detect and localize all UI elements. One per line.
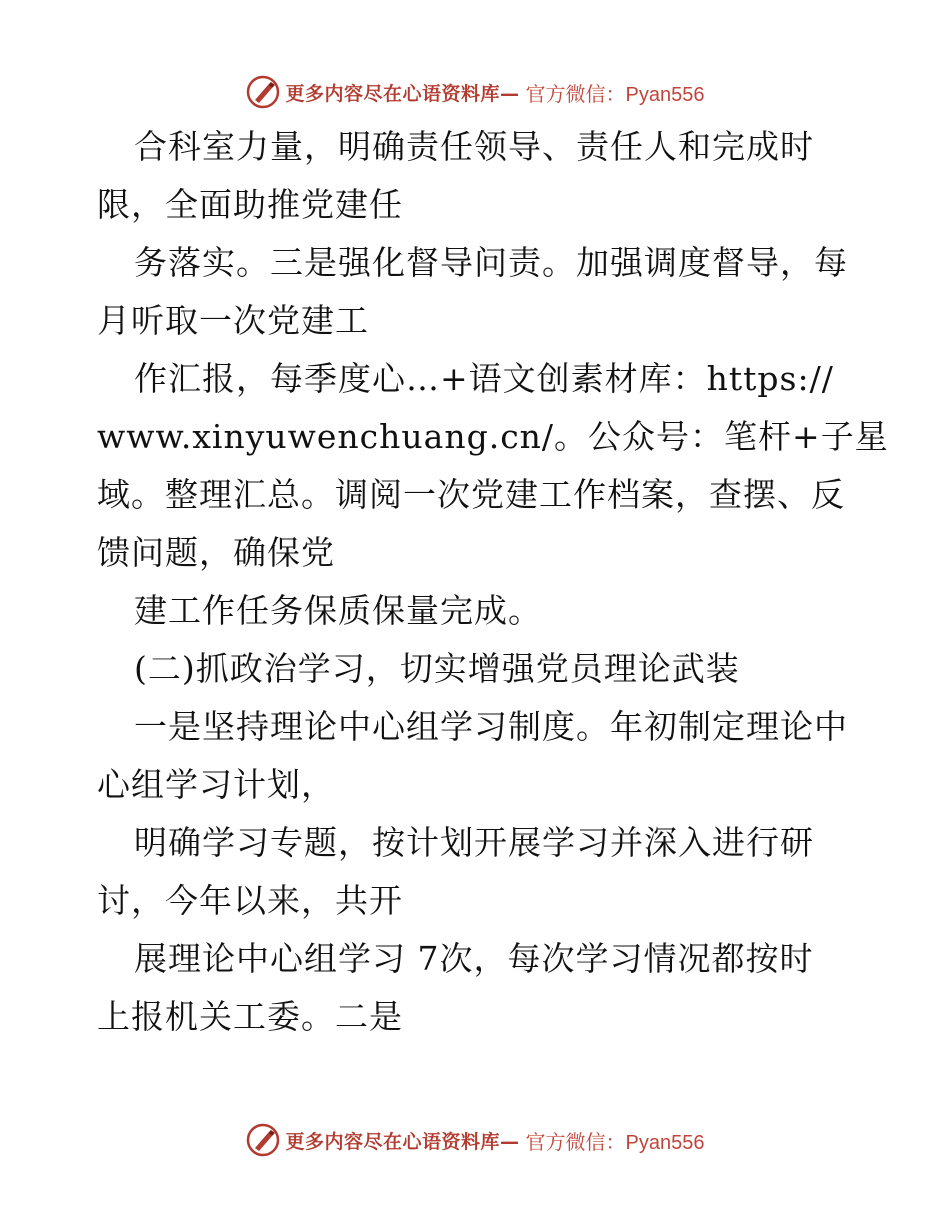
watermark-main-text: 更多内容尽在心语资料库— [285,82,520,105]
pen-logo-icon [246,75,280,109]
text-line: 月听取一次党建工 [97,301,369,340]
text-line: 合科室力量，明确责任领导、责任人和完成时 [134,127,814,166]
watermark-contact-text: 官方微信：Pyan556 [525,1131,705,1154]
text-line: www.xinyuwenchuang.cn/。公众号：笔杆+子星 [97,417,889,456]
text-line: 心组学习计划， [97,765,335,804]
text-line: 务落实。三是强化督导问责。加强调度督导，每 [134,243,848,282]
text-line: 馈问题，确保党 [97,533,335,572]
text-line: 明确学习专题，按计划开展学习并深入进行研 [134,823,814,862]
text-line: 上报机关工委。二是 [97,997,403,1036]
document-body [97,118,889,1046]
text-line: 建工作任务保质保量完成。 [134,591,542,630]
watermark-main-text: 更多内容尽在心语资料库— [285,1130,520,1153]
text-line: 讨，今年以来，共开 [97,881,403,920]
text-line: 一是坚持理论中心组学习制度。年初制定理论中 [134,707,848,746]
pen-logo-icon [246,1123,280,1157]
section-heading: (二)抓政治学习，切实增强党员理论武装 [134,649,740,688]
watermark-contact-text: 官方微信：Pyan556 [525,83,705,106]
text-line: 作汇报，每季度心…+语文创素材库：https:// [134,359,834,398]
text-line: 展理论中心组学习 7次，每次学习情况都按时 [134,939,814,978]
header-watermark [0,70,950,114]
text-line: 域。整理汇总。调阅一次党建工作档案，查摆、反 [97,475,845,514]
text-line: 限，全面助推党建任 [97,185,403,224]
footer-watermark [0,1118,950,1162]
